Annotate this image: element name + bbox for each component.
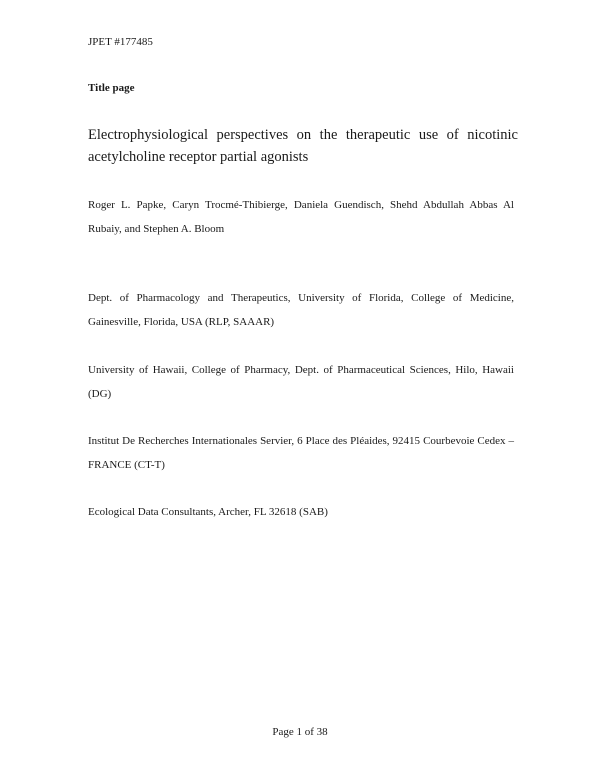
affiliation-4: Ecological Data Consultants, Archer, FL 32618 (SAB) [88, 506, 328, 518]
affiliation-3: Institut De Recherches Internationales Servier, 6 Place des Pléaides, 92415 Courbevoie Cedex – FRANCE (CT-T) [88, 435, 514, 471]
page-number: Page 1 of 38 [272, 726, 328, 738]
section-heading: Title page [88, 82, 135, 94]
affiliation-2: University of Hawaii, College of Pharmacy, Dept. of Pharmaceutical Sciences, Hilo, Hawaii (DG) [88, 364, 514, 400]
journal-id: JPET #177485 [88, 36, 153, 48]
paper-title: Electrophysiological perspectives on the therapeutic use of nicotinic acetylcholine receptor partial agonists [88, 127, 518, 165]
affiliation-1: Dept. of Pharmacology and Therapeutics, University of Florida, College of Medicine, Gainesville, Florida, USA (RLP, SAAAR) [88, 292, 514, 328]
author-list: Roger L. Papke, Caryn Trocmé-Thibierge, Daniela Guendisch, Shehd Abdullah Abbas Al Rubaiy, and Stephen A. Bloom [88, 199, 514, 235]
